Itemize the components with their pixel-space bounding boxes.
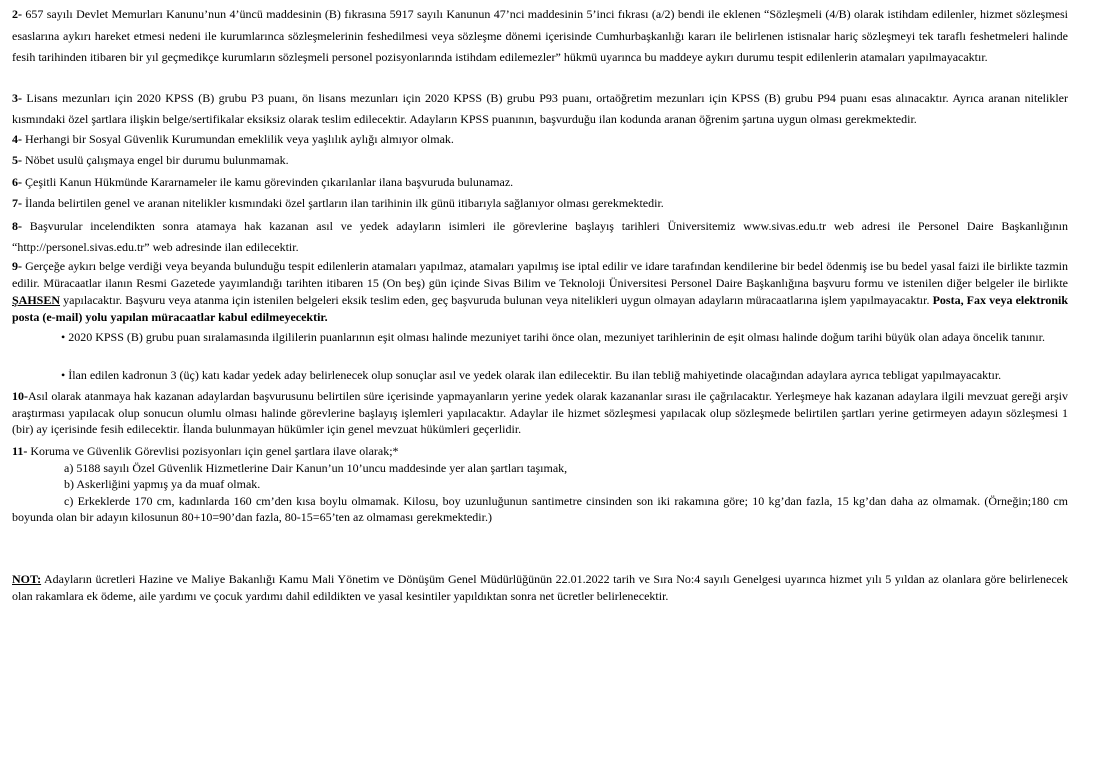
sub-b-text: b) Askerliğini yapmış ya da muaf olmak.	[64, 477, 261, 491]
item-8	[12, 216, 1068, 258]
item-4	[12, 131, 1068, 147]
item-11-sub-c	[12, 493, 1068, 526]
note	[12, 571, 1068, 604]
item-7	[12, 195, 1068, 211]
item-text: İlanda belirtilen genel ve aranan nitelikler kısmındaki özel şartların ilan tarihinin ilk günü itibarıyla sağlanıyor olması gerekmektedir.	[25, 196, 664, 210]
item-number: 5-	[12, 153, 22, 167]
item-text: Çeşitli Kanun Hükmünde Kararnameler ile kamu görevinden çıkarılanlar ilana başvuruda bulunamaz.	[25, 175, 514, 189]
item-text-continued: yapılacaktır. Başvuru veya atanma için istenilen belgeleri eksik teslim eden, geç başvuruda bulunan veya nitelikleri uygun olmayan adayların müracaatlarına işlem yapılmayacaktır.	[63, 293, 930, 307]
note-text: Adayların ücretleri Hazine ve Maliye Bakanlığı Kamu Mali Yönetim ve Dönüşüm Genel Müdürlüğünün 22.01.2022 tarih ve Sıra No:4 sayılı Genelgesi uyarınca hizmet yılı 5 yıldan az olanlara göre belirlenecek olan rakamlara ek ödeme, aile yardımı ve çocuk yardımı dahil edildikten ve yasal kesintiler yapıldıktan sonra net ücretler belirlenecektir.	[12, 572, 1068, 603]
bullet-1	[12, 329, 1068, 346]
item-text: Herhangi bir Sosyal Güvenlik Kurumundan emeklilik veya yaşlılık aylığı almıyor olmak.	[25, 132, 454, 146]
bullet-2	[12, 367, 1068, 384]
item-10	[12, 388, 1068, 438]
item-11-sub-a	[12, 460, 1068, 477]
item-text: Koruma ve Güvenlik Görevlisi pozisyonları için genel şartlara ilave olarak;*	[30, 444, 399, 458]
item-9	[12, 258, 1068, 326]
item-number: 6-	[12, 175, 22, 189]
bullet-text: • İlan edilen kadronun 3 (üç) katı kadar yedek aday belirlenecek olup sonuçlar asıl ve yedek olarak ilan edilecektir. Bu ilan tebliğ mahiyetinde olacağından adaylara ayrıca tebligat yapılmayacaktır.	[61, 368, 1002, 382]
item-text: Asıl olarak atanmaya hak kazanan adaylardan başvurusunu belirtilen süre içerisinde yapmayanların yerine yedek olarak kazananlar sırası ile çağrılacaktır. Yerleşmeye hak kazanan adaylara ilgili mevzuat gereği arşiv araştırması yapılacak olup sonucun olumlu olması halinde görevlerine başlayış işlemleri yapılacaktır. Adaylar ile hizmet sözleşmesi yapılacak olup sözleşmede belirtilen şartları yerine getirmeyen adayın sözleşmesi 1 (bir) ay içerisinde fesih edilecektir. İlanda bulunmayan hükümler için genel mevzuat hükümleri geçerlidir.	[12, 389, 1068, 436]
note-label: NOT:	[12, 572, 42, 586]
item-text: Lisans mezunları için 2020 KPSS (B) grubu P3 puanı, ön lisans mezunları için 2020 KPSS (B) grubu P93 puanı, ortaöğretim mezunları için KPSS (B) grubu P94 puanı esas alınacaktır. Ayrıca aranan nitelikler kısmındaki özel şartlara ilişkin belge/sertifikalar eksiksiz olarak teslim edilecektir. Adayların KPSS puanının, başvurduğu ilan kodunda aranan öğrenim şartına uygun olması gerekmektedir.	[12, 91, 1068, 126]
item-number: 7-	[12, 196, 22, 210]
item-11	[12, 443, 1068, 526]
item-text: Başvurular incelendikten sonra atamaya hak kazanan asıl ve yedek adayların isimleri ile görevlerine başlayış tarihleri Üniversitemiz www.sivas.edu.tr web adresi ile Personel Daire Başkanlığının “http://personel.sivas.edu.tr” web adresinde ilan edilecektir.	[12, 219, 1068, 254]
item-number: 4-	[12, 132, 22, 146]
item-text-bold: Posta, Fax veya elektronik posta (e-mail) yolu yapılan müracaatlar kabul edilmeyecektir.	[12, 293, 1069, 324]
sub-c-text: c) Erkeklerde 170 cm, kadınlarda 160 cm’den kısa boylu olmamak. Kilosu, boy uzunluğunun santimetre cinsinden son iki rakamına göre; 10 kg’dan fazla, 15 kg’dan daha az olmamak. (Örneğin;180 cm boyunda olan bir adayın kilosunun 80+10=90’dan fazla, 80-15=65’ten az olmaması gerekmektedir.)	[12, 493, 1068, 524]
item-11-sub-b	[12, 476, 1068, 493]
item-number: 9-	[12, 259, 22, 273]
item-number: 10-	[12, 389, 28, 403]
item-11-heading	[12, 443, 1068, 460]
bullet-text: • 2020 KPSS (B) grubu puan sıralamasında ilgililerin puanlarının eşit olması halinde mezuniyet tarihi önce olan, mezuniyet tarihlerinin de eşit olması halinde doğum tarihi büyük olan adaya öncelik tanınır.	[61, 330, 1045, 344]
item-number: 11-	[12, 444, 28, 458]
item-5	[12, 152, 1068, 168]
sahsen-emphasis: ŞAHSEN	[12, 293, 61, 307]
item-text: 657 sayılı Devlet Memurları Kanunu’nun 4’üncü maddesinin (B) fıkrasına 5917 sayılı Kanunun 47’nci maddesinin 5’inci fıkrası (a/2) bendi ile eklenen “Sözleşmeli (4/B) olarak istihdam edilenler, hizmet sözleşmesi esaslarına aykırı hareket etmesi nedeni ile kurumlarınca sözleşmelerinin feshedilmesi veya sözleşme dönemi içerisinde Cumhurbaşkanlığı kararı ile belirlenen istisnalar hariç sözleşmeyi tek taraflı feshetmeleri halinde fesih tarihinden itibaren bir yıl geçmedikçe kurumların sözleşmeli personel pozisyonlarında istihdam edilemezler” hükmü uyarınca bu maddeye aykırı durumu tespit edilenlerin atamaları yapılmayacaktır.	[12, 7, 1068, 64]
item-6	[12, 174, 1068, 190]
item-number: 8-	[12, 219, 22, 233]
sub-a-text: a) 5188 sayılı Özel Güvenlik Hizmetlerine Dair Kanun’un 10’uncu maddesinde yer alan şartları taşımak,	[64, 460, 568, 475]
item-text: Gerçeğe aykırı belge verdiği veya beyanda bulunduğu tespit edilenlerin atamaları yapılmaz, atamaları yapılmış ise iptal edilir ve idare tarafından kendilerine bir bedel ödenmiş ise bu bedel yasal faizi ile birlikte tazmin edilir. Müracaatlar ilanın Resmi Gazetede yayımlandığı tarihten itibaren 15 (On beş) gün içinde Sivas Bilim ve Teknoloji Üniversitesi Personel Daire Başkanlığına başvuru formu ve istenilen diğer belgeler ile birlikte	[12, 259, 1069, 290]
item-number: 2-	[12, 7, 22, 21]
item-text: Nöbet usulü çalışmaya engel bir durumu bulunmamak.	[25, 153, 289, 167]
item-3	[12, 88, 1068, 130]
item-number: 3-	[12, 91, 22, 105]
item-2	[12, 4, 1068, 69]
